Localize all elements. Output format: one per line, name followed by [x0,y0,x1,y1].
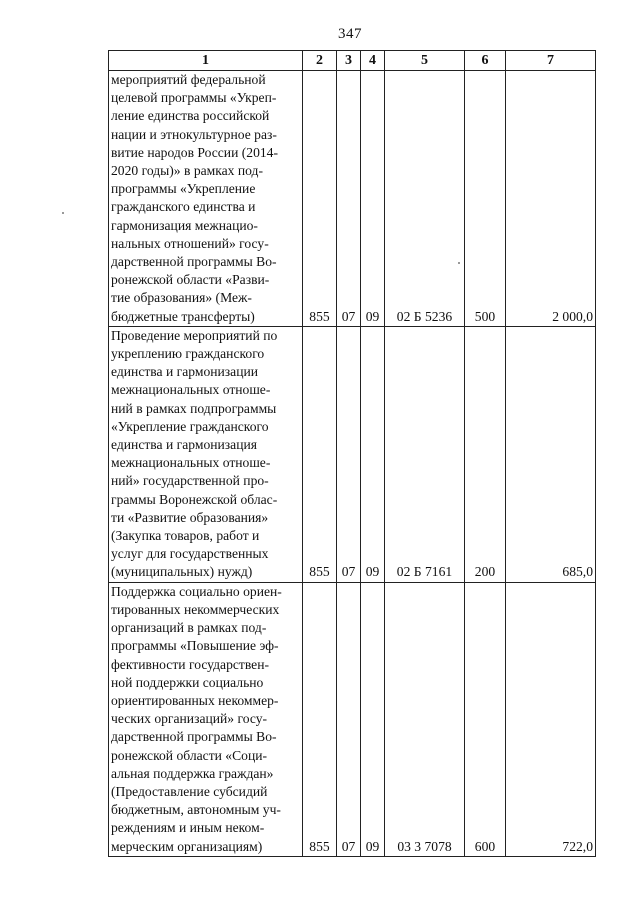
name-line: нальных отношений» госу- [111,235,269,251]
header-col-1: 1 [109,51,303,71]
name-line: альная поддержка граждан» [111,765,274,781]
csr-cell: 02 Б 7161 [385,326,465,582]
name-line: ной поддержки социально [111,674,264,690]
scan-speck [62,212,64,214]
name-line: укреплению гражданского [111,346,265,362]
name-line: (Предоставление субсидий [111,783,268,799]
name-line: ческих организаций» госу- [111,711,268,727]
csr-cell: 03 3 7078 [385,582,465,856]
name-line: (Закупка товаров, работ и [111,528,260,544]
pr-cell: 09 [361,71,385,327]
name-line: граммы Воронежской облас- [111,491,278,507]
grbs-cell: 855 [303,326,337,582]
name-line: фективности государствен- [111,656,270,672]
name-line: реждениям и иным неком- [111,820,265,836]
header-row [109,51,596,71]
budget-table [108,50,596,857]
rz-cell: 07 [337,71,361,327]
vr-cell: 200 [465,326,506,582]
name-line: гражданского единства и [111,199,256,215]
name-line: ронежской области «Соци- [111,747,268,763]
header-col-6: 6 [465,51,506,71]
name-line: «Укрепление гражданского [111,418,269,434]
name-line: бюджетные трансферты) [111,308,255,324]
row-name-cell [109,326,303,582]
name-line: мерческим организациям) [111,838,263,854]
name-line: тированных некоммерческих [111,601,280,617]
amount-cell: 722,0 [506,582,596,856]
name-line: дарственной программы Во- [111,729,277,745]
name-line: программы «Укрепление [111,181,256,197]
grbs-cell: 855 [303,71,337,327]
name-line: бюджетным, автономным уч- [111,802,281,818]
grbs-cell: 855 [303,582,337,856]
table-row [109,71,596,327]
name-line: ронежской области «Разви- [111,272,270,288]
table-row [109,582,596,856]
name-line: ти «Развитие образования» [111,509,269,525]
vr-cell: 600 [465,582,506,856]
name-line: ний» государственной про- [111,473,269,489]
name-line: целевой программы «Укреп- [111,90,277,106]
name-line: нации и этнокультурное раз- [111,126,277,142]
row-name-cell [109,71,303,327]
name-line: ление единства российской [111,108,270,124]
row-name-cell [109,582,303,856]
name-line: программы «Повышение эф- [111,638,279,654]
csr-cell: 02 Б 5236 [385,71,465,327]
name-line: 2020 годы)» в рамках под- [111,163,263,179]
rz-cell: 07 [337,326,361,582]
header-col-5: 5 [385,51,465,71]
header-col-2: 2 [303,51,337,71]
pr-cell: 09 [361,582,385,856]
name-line: услуг для государственных [111,546,269,562]
name-line: мероприятий федеральной [111,72,266,87]
amount-cell: 2 000,0 [506,71,596,327]
page-number: 347 [338,26,362,42]
name-line: гармонизация межнацио- [111,217,258,233]
name-line: Проведение мероприятий по [111,327,278,343]
amount-cell: 685,0 [506,326,596,582]
name-line: тие образования» (Меж- [111,290,252,306]
scan-speck [458,262,460,264]
table-row [109,326,596,582]
name-line: межнациональных отноше- [111,382,271,398]
header-col-3: 3 [337,51,361,71]
pr-cell: 09 [361,326,385,582]
name-line: витие народов России (2014- [111,144,278,160]
rz-cell: 07 [337,582,361,856]
name-line: единства и гармонизация [111,437,257,453]
name-line: ний в рамках подпрограммы [111,400,277,416]
name-line: (муниципальных) нужд) [111,564,253,580]
name-line: Поддержка социально ориен- [111,583,282,599]
header-col-7: 7 [506,51,596,71]
name-line: организаций в рамках под- [111,620,267,636]
name-line: единства и гармонизации [111,364,259,380]
name-line: межнациональных отноше- [111,455,271,471]
header-col-4: 4 [361,51,385,71]
name-line: ориентированных некоммер- [111,692,279,708]
name-line: дарственной программы Во- [111,254,277,270]
vr-cell: 500 [465,71,506,327]
